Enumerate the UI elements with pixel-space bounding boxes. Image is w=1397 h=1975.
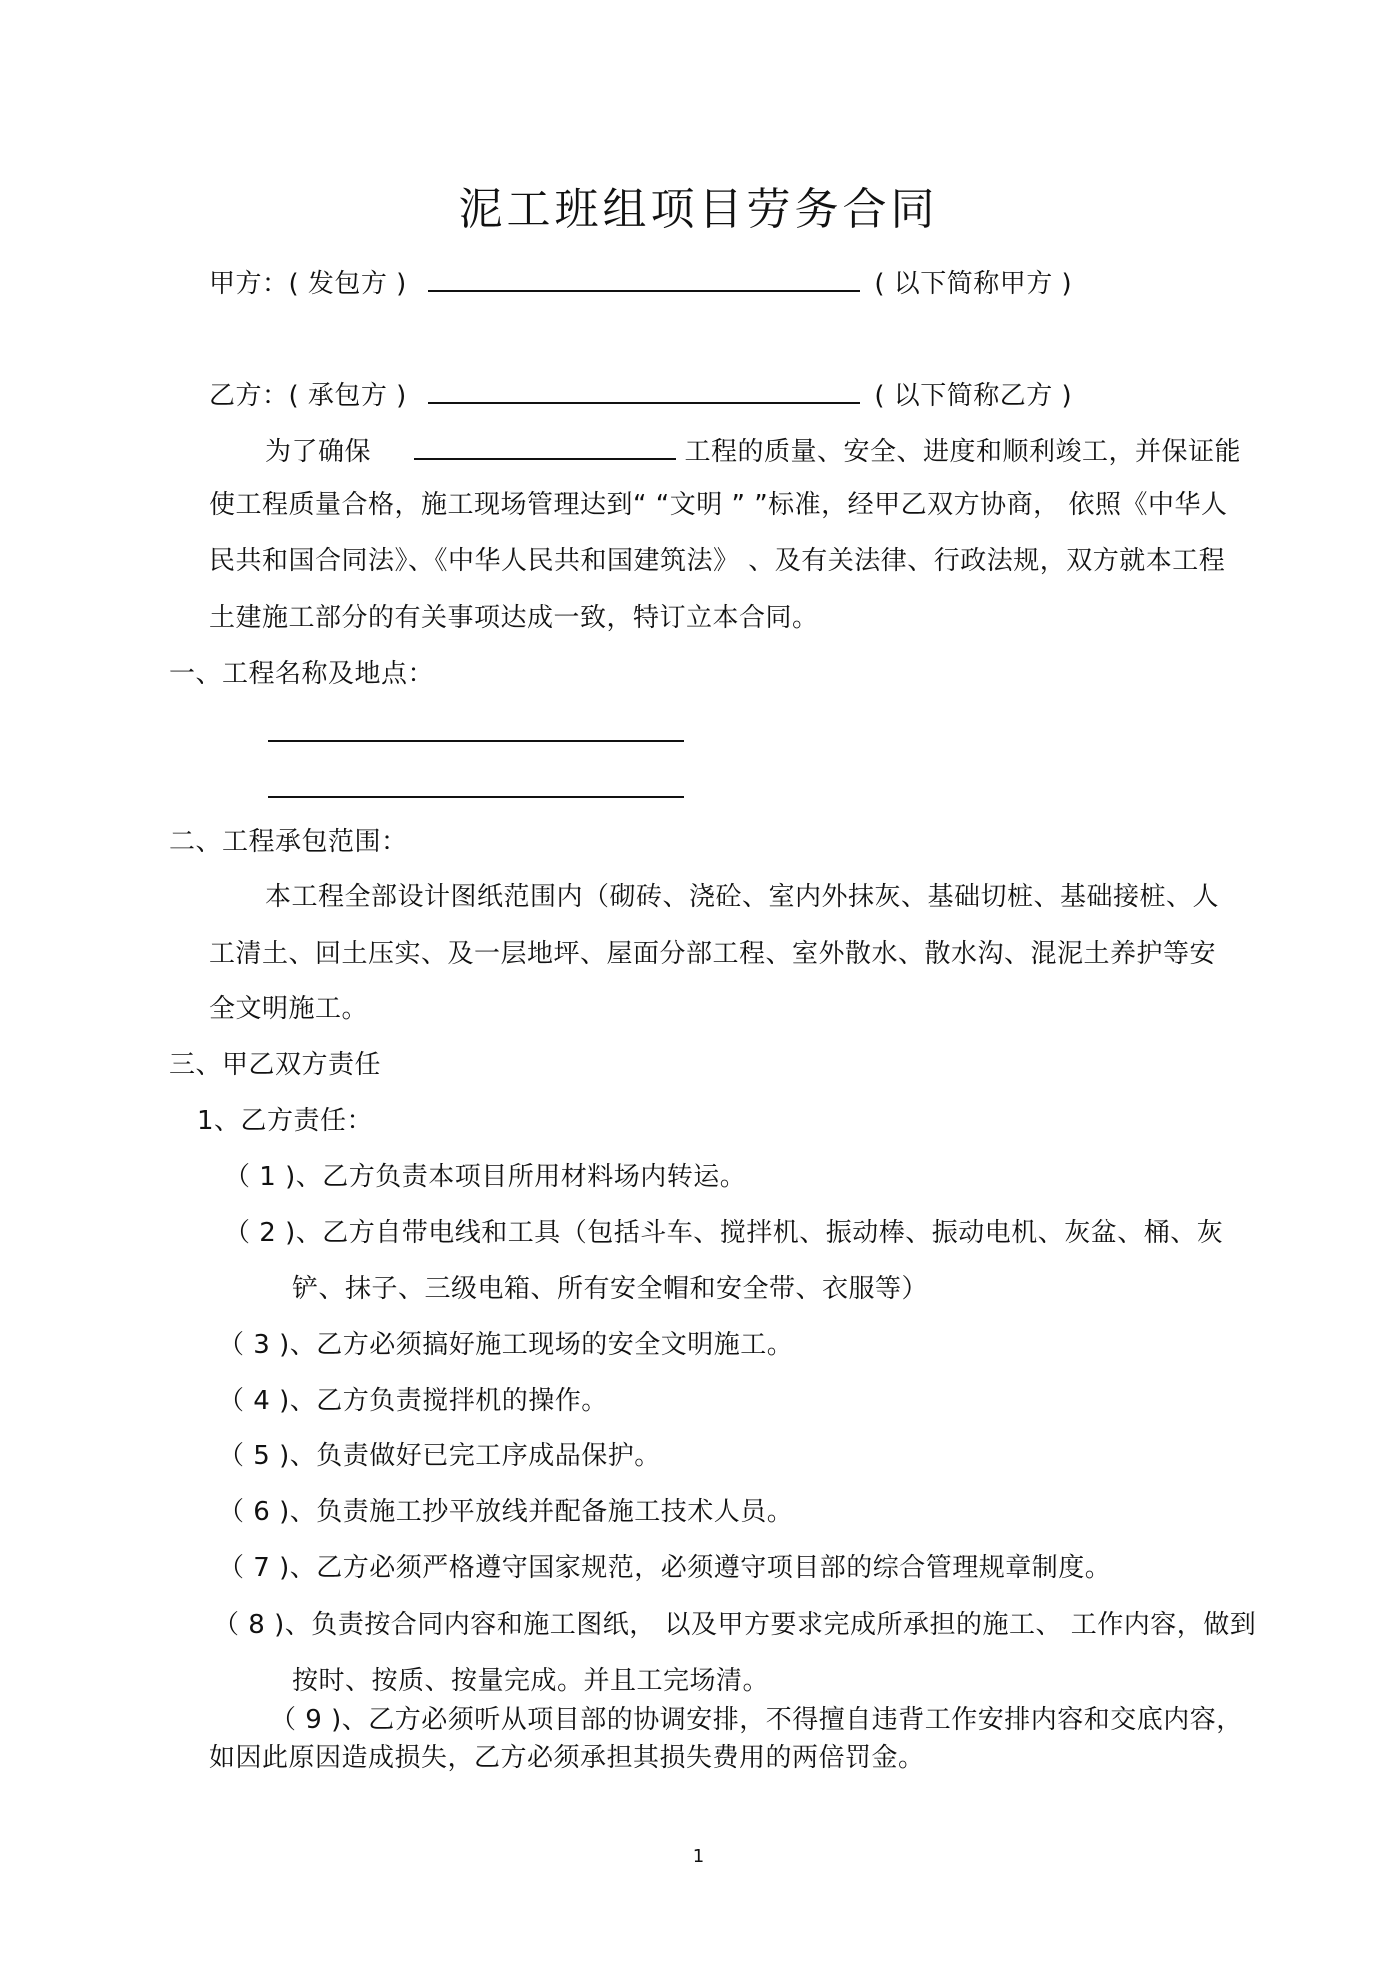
duty-item-6: （ 6 )、负责施工抄平放线并配备施工技术人员。 [218, 1497, 794, 1527]
section-2-heading: 二、工程承包范围： [169, 827, 408, 857]
party-a-suffix: ( 以下简称甲方 ) [874, 269, 1073, 299]
duty-item-2-cont: 铲、抹子、三级电箱、所有安全帽和安全带、衣服等） [292, 1274, 929, 1304]
party-b-label: 乙方：( 承包方 ) [209, 381, 407, 411]
page-title: 泥工班组项目劳务合同 [458, 184, 939, 235]
duty-item-9: （ 9 )、乙方必须听从项目部的协调安排，不得擅自违背工作安排内容和交底内容， [270, 1705, 1243, 1735]
intro-line-3: 民共和国合同法》、《中华人民共和国建筑法》 、及有关法律、行政法规，双方就本工程 [209, 546, 1226, 576]
scope-line-1: 本工程全部设计图纸范围内（砌砖、浇砼、室内外抹灰、基础切桩、基础接桩、人 [265, 882, 1220, 912]
intro-line-1 [265, 432, 1241, 469]
party-a-label: 甲方：( 发包方 ) [209, 269, 407, 299]
duty-item-7: （ 7 )、乙方必须严格遵守国家规范，必须遵守项目部的综合管理规章制度。 [218, 1553, 1112, 1583]
project-name-blank [414, 432, 676, 460]
intro-line-2: 使工程质量合格，施工现场管理达到“ “文明 ” ”标准，经甲乙双方协商， 依照《中华人 [209, 490, 1228, 520]
party-a-blank [428, 264, 860, 292]
sub-heading-party-b-duties: 1、乙方责任： [197, 1106, 374, 1136]
party-b-blank [428, 376, 860, 404]
party-b-suffix: ( 以下简称乙方 ) [874, 381, 1073, 411]
party-b-line [209, 376, 1072, 413]
project-location-underline [268, 796, 684, 798]
intro-prefix: 为了确保 [265, 437, 372, 467]
section-3-heading: 三、甲乙双方责任 [169, 1050, 382, 1080]
party-a-line [209, 264, 1072, 301]
duty-item-3: （ 3 )、乙方必须搞好施工现场的安全文明施工。 [218, 1330, 794, 1360]
duty-item-9-cont: 如因此原因造成损失，乙方必须承担其损失费用的两倍罚金。 [209, 1743, 925, 1773]
scope-line-2: 工清土、回土压实、及一层地坪、屋面分部工程、室外散水、散水沟、混泥土养护等安 [209, 939, 1217, 969]
scope-line-3: 全文明施工。 [209, 994, 369, 1024]
section-1-heading: 一、工程名称及地点： [169, 659, 435, 689]
duty-item-1: （ 1 )、乙方负责本项目所用材料场内转运。 [224, 1162, 747, 1192]
duty-item-8: （ 8 )、负责按合同内容和施工图纸， 以及甲方要求完成所承担的施工、 工作内容，做到 [213, 1610, 1257, 1640]
intro-suffix: 工程的质量、安全、进度和顺利竣工，并保证能 [684, 437, 1242, 467]
page-number: 1 [692, 1846, 705, 1867]
duty-item-4: （ 4 )、乙方负责搅拌机的操作。 [218, 1386, 608, 1416]
duty-item-5: （ 5 )、负责做好已完工序成品保护。 [218, 1441, 661, 1471]
intro-line-4: 土建施工部分的有关事项达成一致，特订立本合同。 [209, 603, 819, 633]
project-name-underline [268, 740, 684, 742]
duty-item-2: （ 2 )、乙方自带电线和工具（包括斗车、搅拌机、振动棒、振动电机、灰盆、桶、灰 [224, 1218, 1224, 1248]
duty-item-8-cont: 按时、按质、按量完成。并且工完场清。 [292, 1666, 770, 1696]
